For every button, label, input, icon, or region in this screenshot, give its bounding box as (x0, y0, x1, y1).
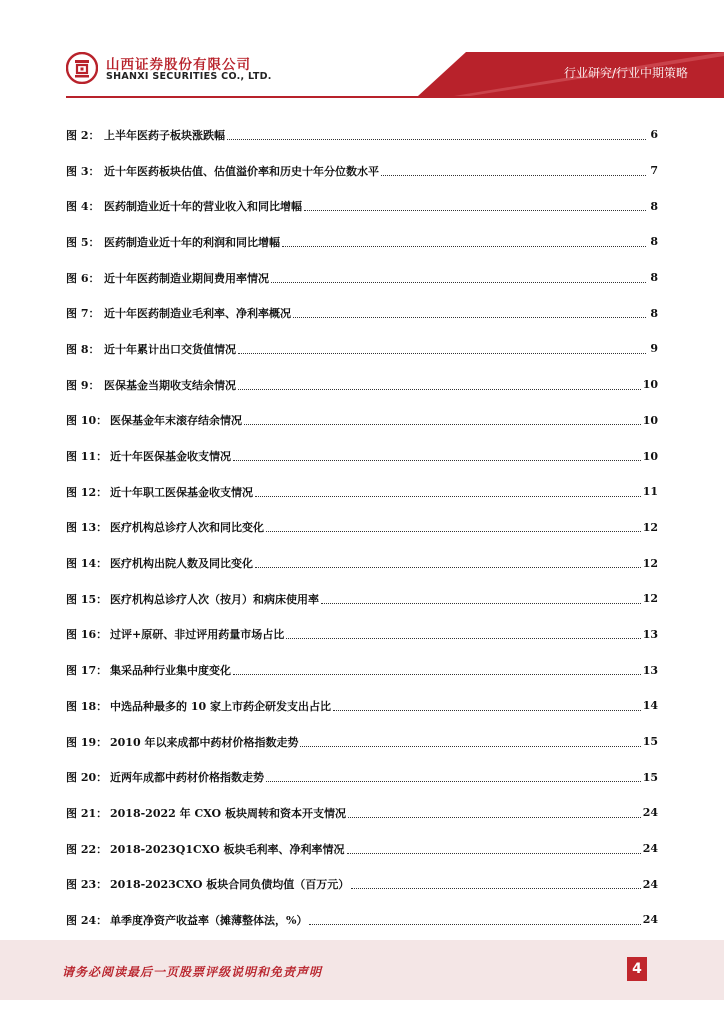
figure-title[interactable]: 2010 年以来成都中药材价格指数走势 (110, 735, 299, 749)
figure-title[interactable]: 近两年成都中药材价格指数走势 (110, 771, 264, 785)
page-number: 4 (627, 957, 647, 981)
figure-number: 图 21： (66, 806, 108, 820)
figure-number: 图 9： (66, 378, 100, 392)
figure-number: 图 4： (66, 200, 100, 214)
company-name-en: SHANXI SECURITIES CO., LTD. (106, 71, 272, 82)
figure-title[interactable]: 近十年医药板块估值、估值溢价率和历史十年分位数水平 (104, 164, 379, 178)
disclaimer-text: 请务必阅读最后一页股票评级说明和免责声明 (62, 965, 323, 979)
page-header (0, 0, 724, 100)
header-banner (0, 0, 724, 100)
figure-title[interactable]: 2018-2023Q1CXO 板块毛利率、净利率情况 (110, 842, 345, 856)
figure-page-number[interactable]: 24 (642, 877, 658, 891)
figure-number: 图 18： (66, 699, 108, 713)
dot-leader (233, 673, 641, 675)
figure-number: 图 5： (66, 235, 100, 249)
toc-entry[interactable] (66, 759, 658, 795)
figure-page-number[interactable]: 24 (642, 913, 658, 927)
figure-page-number[interactable]: 8 (650, 271, 658, 285)
dot-leader (238, 388, 641, 390)
dot-leader (255, 566, 641, 568)
figure-title[interactable]: 近十年职工医保基金收支情况 (110, 485, 253, 499)
figure-number: 图 6： (66, 271, 100, 285)
dot-leader (271, 281, 646, 283)
figure-number: 图 17： (66, 664, 108, 678)
figure-page-number[interactable]: 10 (642, 413, 658, 427)
toc-entry[interactable] (66, 652, 658, 688)
figure-page-number[interactable]: 8 (650, 306, 658, 320)
figure-page-number[interactable]: 24 (642, 842, 658, 856)
shanxi-securities-logo-icon (66, 52, 98, 84)
figure-number: 图 14： (66, 557, 108, 571)
company-name-cn: 山西证券股份有限公司 (106, 57, 251, 73)
toc-entry[interactable] (66, 295, 658, 331)
figure-number: 图 8： (66, 342, 100, 356)
figure-page-number[interactable]: 7 (650, 164, 658, 178)
figure-page-number[interactable]: 15 (642, 735, 658, 749)
figure-page-number[interactable]: 6 (650, 128, 658, 142)
figure-page-number[interactable]: 8 (650, 235, 658, 249)
toc-entry[interactable] (66, 902, 658, 938)
toc-entry[interactable] (66, 617, 658, 653)
dot-leader (321, 602, 641, 604)
figure-number: 图 11： (66, 450, 108, 464)
toc-entry[interactable] (66, 724, 658, 760)
dot-leader (333, 709, 641, 711)
toc-entry[interactable] (66, 403, 658, 439)
figure-number: 图 10： (66, 414, 108, 428)
figure-page-number[interactable]: 10 (642, 449, 658, 463)
dot-leader (244, 423, 641, 425)
toc-entry[interactable] (66, 545, 658, 581)
figure-title[interactable]: 近十年医保基金收支情况 (110, 450, 231, 464)
dot-leader (227, 138, 646, 140)
toc-entry[interactable] (66, 153, 658, 189)
figure-page-number[interactable]: 12 (642, 520, 658, 534)
dot-leader (266, 530, 641, 532)
figure-title[interactable]: 2018-2022 年 CXO 板块周转和资本开支情况 (110, 806, 346, 820)
figure-page-number[interactable]: 10 (642, 378, 658, 392)
dot-leader (351, 887, 640, 889)
dot-leader (255, 495, 641, 497)
toc-entry[interactable] (66, 510, 658, 546)
figure-number: 图 22： (66, 842, 108, 856)
dot-leader (300, 745, 640, 747)
dot-leader (347, 852, 641, 854)
figure-page-number[interactable]: 13 (642, 627, 658, 641)
figure-page-number[interactable]: 15 (642, 770, 658, 784)
figure-page-number[interactable]: 9 (650, 342, 658, 356)
toc-entry[interactable] (66, 117, 658, 153)
dot-leader (293, 316, 646, 318)
toc-entry[interactable] (66, 367, 658, 403)
figure-number: 图 20： (66, 771, 108, 785)
report-category: 行业研究/行业中期策略 (563, 66, 688, 80)
figure-number: 图 24： (66, 913, 108, 927)
figure-page-number[interactable]: 12 (642, 592, 658, 606)
dot-leader (282, 245, 646, 247)
header-divider (66, 96, 724, 98)
dot-leader (286, 637, 640, 639)
figure-title[interactable]: 近十年医药制造业毛利率、净利率概况 (104, 307, 291, 321)
figure-title[interactable]: 中选品种最多的 10 家上市药企研发支出占比 (110, 699, 331, 713)
figure-title[interactable]: 医疗机构出院人数及同比变化 (110, 557, 253, 571)
figure-title[interactable]: 医疗机构总诊疗人次（按月）和病床使用率 (110, 592, 319, 606)
toc-entry[interactable] (66, 331, 658, 367)
toc-entry[interactable] (66, 688, 658, 724)
figure-title[interactable]: 近十年累计出口交货值情况 (104, 342, 236, 356)
toc-entry[interactable] (66, 866, 658, 902)
figure-number: 图 2： (66, 128, 100, 142)
figure-number: 图 19： (66, 735, 108, 749)
page-footer (0, 940, 724, 1000)
dot-leader (348, 816, 641, 818)
figure-title[interactable]: 上半年医药子板块涨跌幅 (104, 128, 225, 142)
figure-page-number[interactable]: 13 (642, 663, 658, 677)
figure-title[interactable]: 医保基金当期收支结余情况 (104, 378, 236, 392)
dot-leader (309, 923, 640, 925)
toc-entry[interactable] (66, 795, 658, 831)
figure-number: 图 23： (66, 878, 108, 892)
toc-entry[interactable] (66, 474, 658, 510)
figure-title[interactable]: 过评+原研、非过评用药量市场占比 (110, 628, 285, 642)
figure-title[interactable]: 医药制造业近十年的营业收入和同比增幅 (104, 200, 302, 214)
figure-page-number[interactable]: 24 (642, 806, 658, 820)
dot-leader (304, 209, 646, 211)
figure-page-number[interactable]: 12 (642, 556, 658, 570)
figure-title[interactable]: 2018-2023CXO 板块合同负债均值（百万元） (110, 878, 350, 892)
toc-entry[interactable] (66, 831, 658, 867)
figure-title[interactable]: 医保基金年末滚存结余情况 (110, 414, 242, 428)
toc-entry[interactable] (66, 260, 658, 296)
figure-title[interactable]: 近十年医药制造业期间费用率情况 (104, 271, 269, 285)
figure-title[interactable]: 医药制造业近十年的利润和同比增幅 (104, 235, 280, 249)
figure-title[interactable]: 集采品种行业集中度变化 (110, 664, 231, 678)
toc-entry[interactable] (66, 188, 658, 224)
figure-page-number[interactable]: 8 (650, 199, 658, 213)
figure-number: 图 3： (66, 164, 100, 178)
figure-title[interactable]: 单季度净资产收益率（摊薄整体法，%） (110, 913, 308, 927)
dot-leader (266, 780, 641, 782)
figure-number: 图 15： (66, 592, 108, 606)
figure-number: 图 16： (66, 628, 108, 642)
figure-page-number[interactable]: 11 (642, 485, 658, 499)
toc-entry[interactable] (66, 581, 658, 617)
toc-entry[interactable] (66, 224, 658, 260)
dot-leader (233, 459, 641, 461)
dot-leader (381, 174, 646, 176)
figure-page-number[interactable]: 14 (642, 699, 658, 713)
figure-number: 图 12： (66, 485, 108, 499)
toc-entry[interactable] (66, 438, 658, 474)
figure-number: 图 13： (66, 521, 108, 535)
dot-leader (238, 352, 646, 354)
figure-number: 图 7： (66, 307, 100, 321)
figure-list (66, 117, 658, 938)
figure-title[interactable]: 医疗机构总诊疗人次和同比变化 (110, 521, 264, 535)
